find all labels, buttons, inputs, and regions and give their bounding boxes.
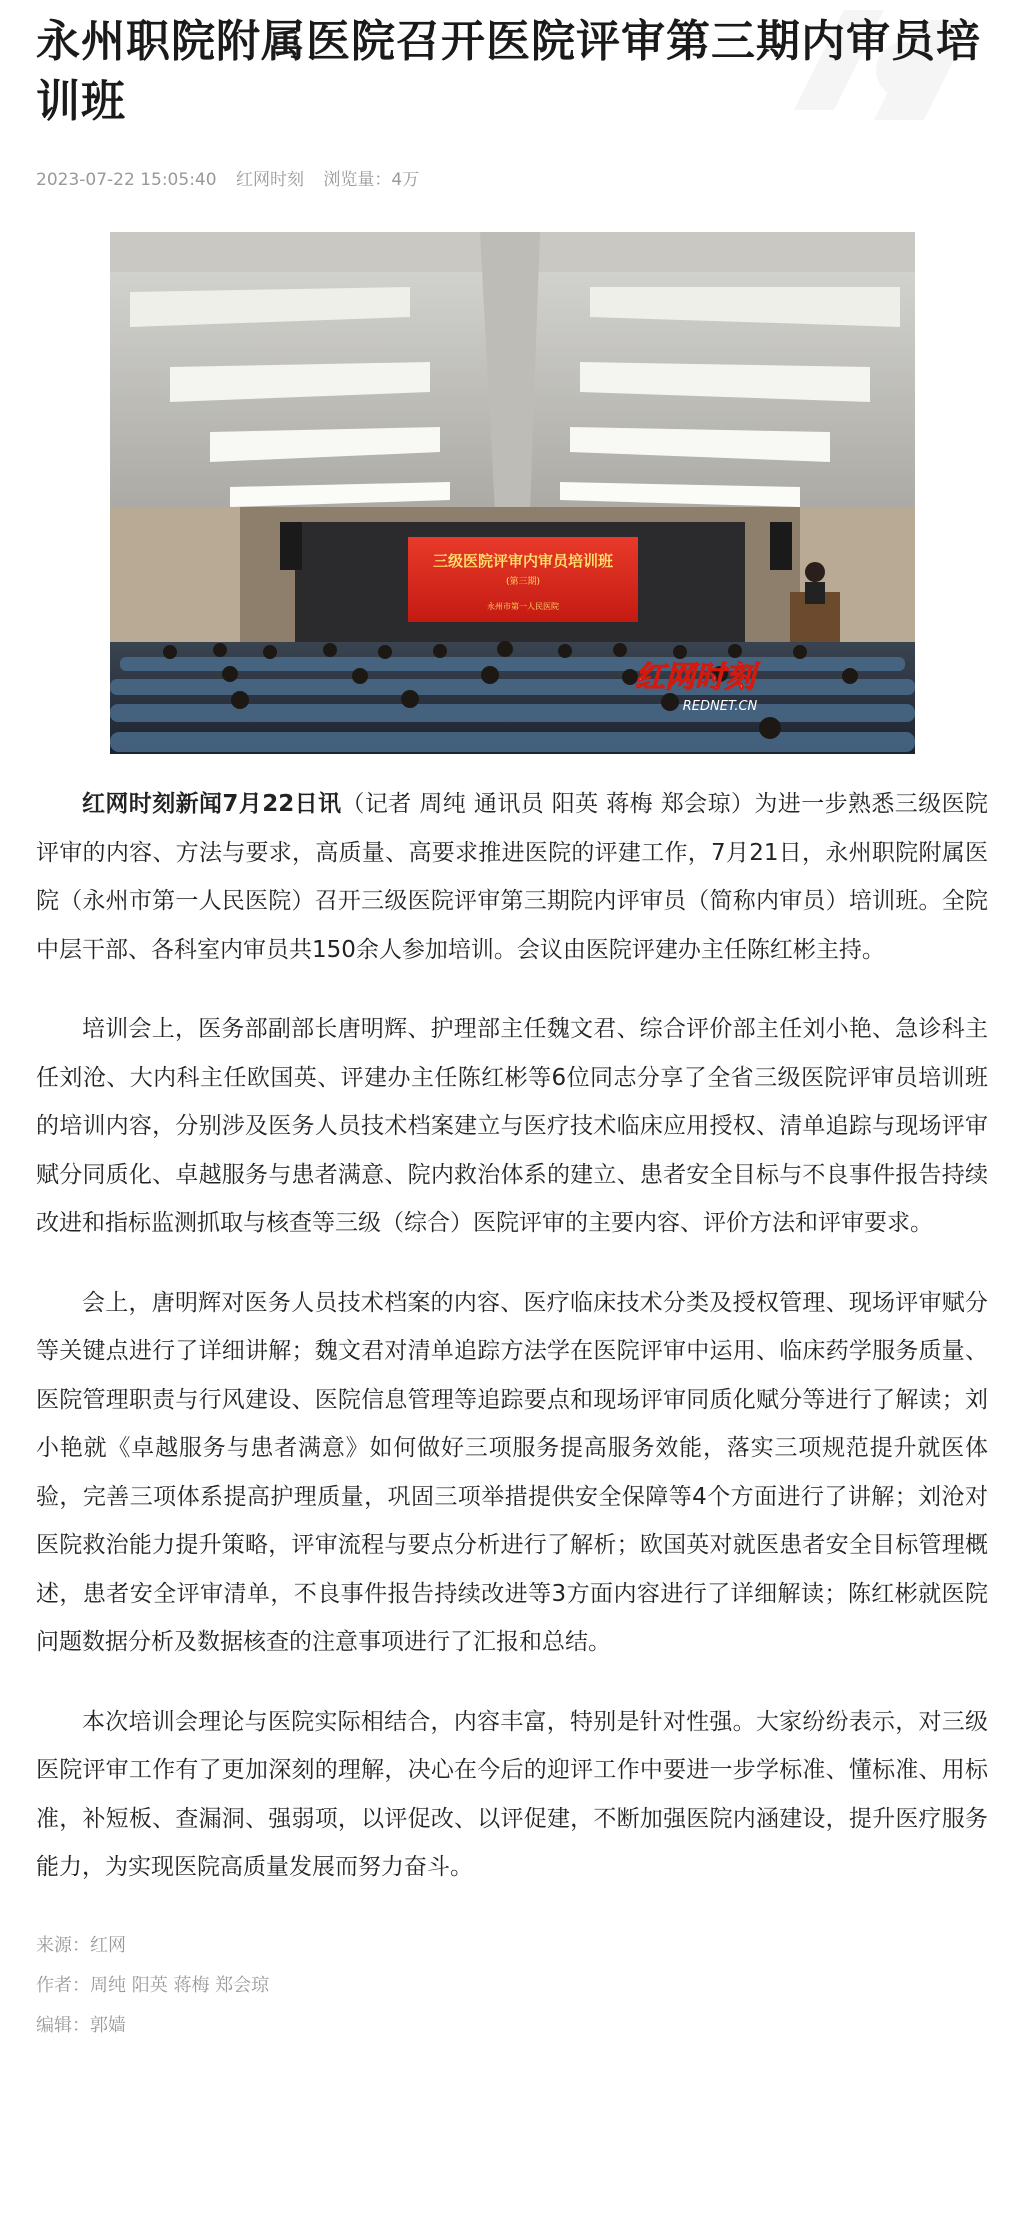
paragraph-4: 本次培训会理论与医院实际相结合，内容丰富，特别是针对性强。大家纷纷表示，对三级医院评审工作有了更加深刻的理解，决心在今后的迎评工作中要进一步学标准、懂标准、用标准，补短板、查漏洞、强弱项，以评促改、以评促建，不断加强医院内涵建设，提升医疗服务能力，为实现医院高质量发展而努力奋斗。	[36, 1708, 988, 1880]
footer-editor: 编辑：郭嫱	[36, 2014, 126, 2036]
article-footer	[36, 1926, 988, 2046]
footer-source: 来源：红网	[36, 1934, 126, 1956]
view-count	[323, 170, 419, 190]
paragraph-3: 会上，唐明辉对医务人员技术档案的内容、医疗临床技术分类及授权管理、现场评审赋分等关键点进行了详细讲解；魏文君对清单追踪方法学在医院评审中运用、临床药学服务质量、医院管理职责与行风建设、医院信息管理等追踪要点和现场评审同质化赋分等进行了解读；刘小艳就《卓越服务与患者满意》如何做好三项服务提高服务效能，落实三项规范提升就医体验，完善三项体系提高护理质量，巩固三项举措提供安全保障等4个方面进行了讲解；刘沧对医院救治能力提升策略，评审流程与要点分析进行了解析；欧国英对就医患者安全目标管理概述，患者安全评审清单，不良事件报告持续改进等3方面内容进行了详细解读；陈红彬就医院问题数据分析及数据核查的注意事项进行了汇报和总结。	[36, 1289, 988, 1655]
article-title: 永州职院附属医院召开医院评审第三期内审员培训班	[36, 16, 981, 127]
rednet-brand-text: 红网时刻	[634, 660, 755, 695]
training-hall-photo	[110, 232, 915, 754]
banner-title-text: 三级医院评审内审员培训班	[432, 552, 613, 570]
footer-author: 作者：周纯 阳英 蒋梅 郑会琼	[36, 1974, 270, 1996]
photo-container	[36, 232, 988, 754]
view-count-value: 4万	[391, 170, 420, 190]
view-count-label: 浏览量：	[323, 170, 392, 190]
banner-org-text: 永州市第一人民医院	[486, 602, 559, 611]
article-body	[36, 780, 988, 1892]
dateline-lead: 红网时刻新闻7月22日讯	[82, 791, 342, 817]
publish-datetime: 2023-07-22 15:05:40	[36, 170, 217, 190]
publisher-source: 红网时刻	[235, 170, 304, 190]
banner-sub-text: (第三期)	[505, 577, 540, 587]
rednet-site-text: REDNET.CN	[682, 699, 757, 714]
paragraph-1	[36, 780, 988, 974]
paragraph-1-text: （记者 周纯 通讯员 阳英 蒋梅 郑会琼）为进一步熟悉三级医院评审的内容、方法与要求，高质量、高要求推进医院的评建工作，7月21日，永州职院附属医院（永州市第一人民医院）召开三级医院评审第三期院内评审员（简称内审员）培训班。全院中层干部、各科室内审员共150余人参加培训。会议由医院评建办主任陈红彬主持。	[36, 791, 988, 963]
paragraph-2: 培训会上，医务部副部长唐明辉、护理部主任魏文君、综合评价部主任刘小艳、急诊科主任刘沧、大内科主任欧国英、评建办主任陈红彬等6位同志分享了全省三级医院评审员培训班的培训内容，分别涉及医务人员技术档案建立与医疗技术临床应用授权、清单追踪与现场评审赋分同质化、卓越服务与患者满意、院内救治体系的建立、患者安全目标与不良事件报告持续改进和指标监测抓取与核查等三级（综合）医院评审的主要内容、评价方法和评审要求。	[36, 1016, 988, 1236]
article-meta	[36, 168, 988, 192]
